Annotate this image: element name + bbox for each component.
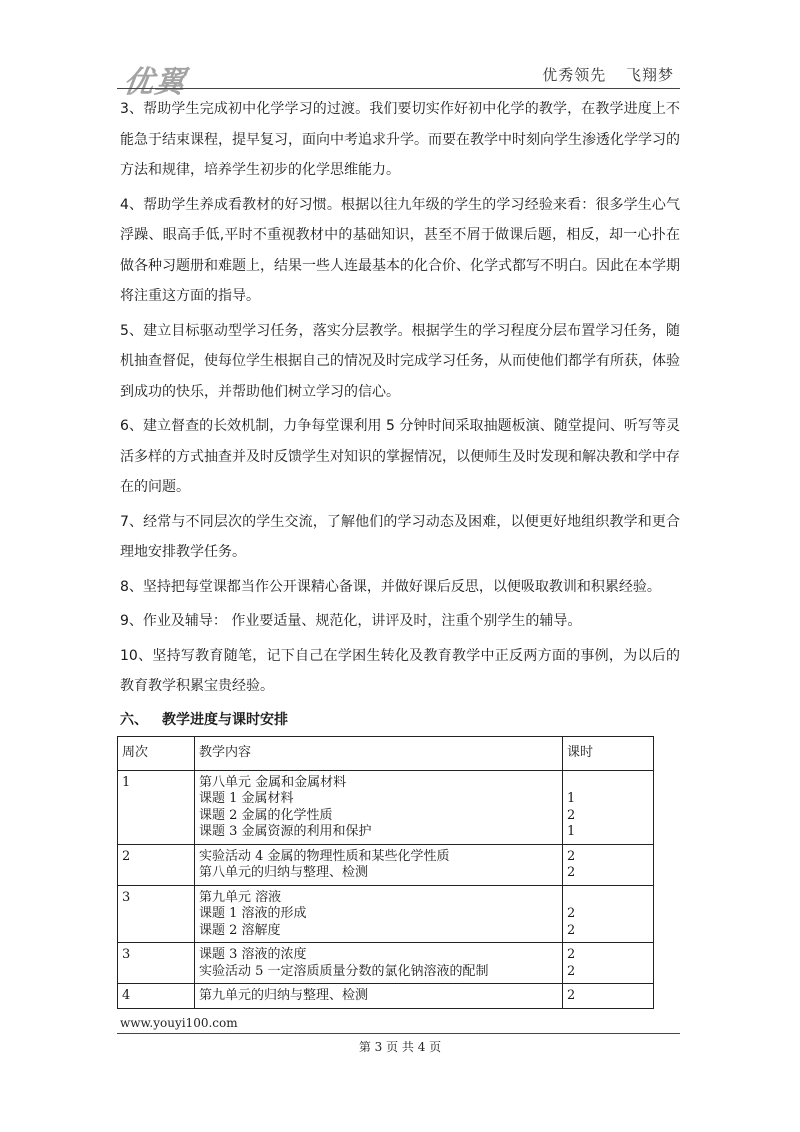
hours-line: 2 bbox=[567, 807, 576, 823]
hours-line bbox=[567, 775, 649, 792]
header-slogan: 优秀领先 飞翔梦 bbox=[542, 66, 674, 84]
paragraph-10: 10、坚持写教育随笔，记下自己在学困生转化及教育教学中正反两方面的事例，为以后的教育教学积累宝贵经验。 bbox=[120, 647, 680, 694]
hours-line: 2 bbox=[567, 865, 576, 880]
content-line: 课题 2 溶解度 bbox=[199, 922, 281, 938]
header-content: 教学内容 bbox=[195, 736, 563, 770]
hours-line: 2 bbox=[567, 963, 576, 979]
content-cell bbox=[195, 770, 563, 844]
content-cell bbox=[195, 844, 563, 885]
hours-cell bbox=[563, 770, 654, 844]
hours-line bbox=[567, 890, 649, 907]
content-line: 课题 3 金属资源的利用和保护 bbox=[199, 824, 372, 839]
header-hours: 课时 bbox=[563, 736, 654, 770]
content-cell bbox=[195, 943, 563, 984]
paragraph-7: 7、经常与不同层次的学生交流，了解他们的学习动态及困难，以便更好地组织教学和更合理地安排教学任务。 bbox=[120, 513, 680, 560]
header-week: 周次 bbox=[118, 736, 195, 770]
content-line: 第九单元的归纳与整理、检测 bbox=[199, 988, 369, 1003]
hours-line: 2 bbox=[567, 848, 576, 864]
hours-cell bbox=[563, 984, 654, 1009]
hours-line: 2 bbox=[567, 947, 576, 962]
content-line: 课题 3 溶液的浓度 bbox=[199, 947, 307, 962]
week-cell: 2 bbox=[118, 844, 195, 885]
content-cell bbox=[195, 984, 563, 1009]
content-line: 课题 1 金属材料 bbox=[199, 791, 294, 806]
paragraph-5: 5、建立目标驱动型学习任务，落实分层教学。根据学生的学习程度分层布置学习任务，随机抽查督促，使每位学生根据自己的情况及时完成学习任务，从而使他们都学有所获，体验到成功的快乐，并帮助他们树立学习的信心。 bbox=[120, 322, 680, 400]
paragraph-4: 4、帮助学生养成看教材的好习惯。根据以往九年级的学生的学习经验来看：很多学生心气浮躁、眼高手低,平时不重视教材中的基础知识，甚至不屑于做课后题，相反，却一心扑在做各种习题册和难题上，结果一些人连最基本的化合价、化学式都写不明白。因此在本学期将注重这方面的指导。 bbox=[120, 196, 680, 304]
week-cell: 3 bbox=[118, 885, 195, 943]
week-cell: 4 bbox=[118, 984, 195, 1009]
table-row bbox=[118, 943, 654, 984]
week-cell: 1 bbox=[118, 770, 195, 844]
schedule-table bbox=[117, 736, 654, 1009]
content-line: 课题 1 溶液的形成 bbox=[199, 906, 307, 921]
hours-cell bbox=[563, 844, 654, 885]
hours-line: 1 bbox=[567, 824, 576, 839]
table-row bbox=[118, 885, 654, 943]
content-line: 第九单元 溶液 bbox=[199, 889, 282, 905]
hours-line: 2 bbox=[567, 906, 576, 921]
footer-divider bbox=[117, 1033, 680, 1034]
content-line: 第八单元的归纳与整理、检测 bbox=[199, 865, 369, 880]
header-divider bbox=[117, 88, 680, 89]
hours-line: 2 bbox=[567, 922, 576, 938]
paragraph-9: 9、作业及辅导： 作业要适量、规范化，讲评及时，注重个别学生的辅导。 bbox=[120, 613, 582, 629]
document-body bbox=[120, 94, 680, 1009]
content-line: 第八单元 金属和金属材料 bbox=[199, 774, 347, 790]
week-cell: 3 bbox=[118, 943, 195, 984]
content-line: 课题 2 金属的化学性质 bbox=[199, 807, 333, 823]
hours-line: 1 bbox=[567, 791, 576, 806]
hours-cell bbox=[563, 885, 654, 943]
page-number: 第 3 页 共 4 页 bbox=[358, 1040, 442, 1054]
paragraph-6: 6、建立督查的长效机制，力争每堂课利用 5 分钟时间采取抽题板演、随堂提问、听写等灵活多样的方式抽查并及时反馈学生对知识的掌握情况，以便师生及时发现和解决教和学中存在的问题。 bbox=[120, 418, 680, 495]
table-row bbox=[118, 844, 654, 885]
table-row bbox=[118, 984, 654, 1009]
table-row bbox=[118, 770, 654, 844]
content-cell bbox=[195, 885, 563, 943]
content-line: 实验活动 4 金属的物理性质和某些化学性质 bbox=[199, 848, 450, 864]
section-heading bbox=[120, 710, 680, 730]
paragraph-3: 3、帮助学生完成初中化学学习的过渡。我们要切实作好初中化学的教学，在教学进度上不能急于结束课程，提早复习，面向中考追求升学。而要在教学中时刻向学生渗透化学学习的方法和规律，培养学生初步的化学思维能力。 bbox=[120, 101, 680, 178]
content-line: 实验活动 5 一定溶质质量分数的氯化钠溶液的配制 bbox=[199, 963, 489, 979]
table-header-row bbox=[118, 736, 654, 770]
footer-url: www.youyi100.com bbox=[120, 1016, 238, 1030]
section-title: 教学进度与课时安排 bbox=[162, 711, 288, 728]
hours-line: 2 bbox=[567, 988, 576, 1003]
paragraph-8: 8、坚持把每堂课都当作公开课精心备课，并做好课后反思，以便吸取教训和积累经验。 bbox=[120, 578, 661, 595]
hours-cell bbox=[563, 943, 654, 984]
logo: 优翼 bbox=[121, 65, 188, 100]
section-number: 六、 bbox=[120, 711, 148, 728]
